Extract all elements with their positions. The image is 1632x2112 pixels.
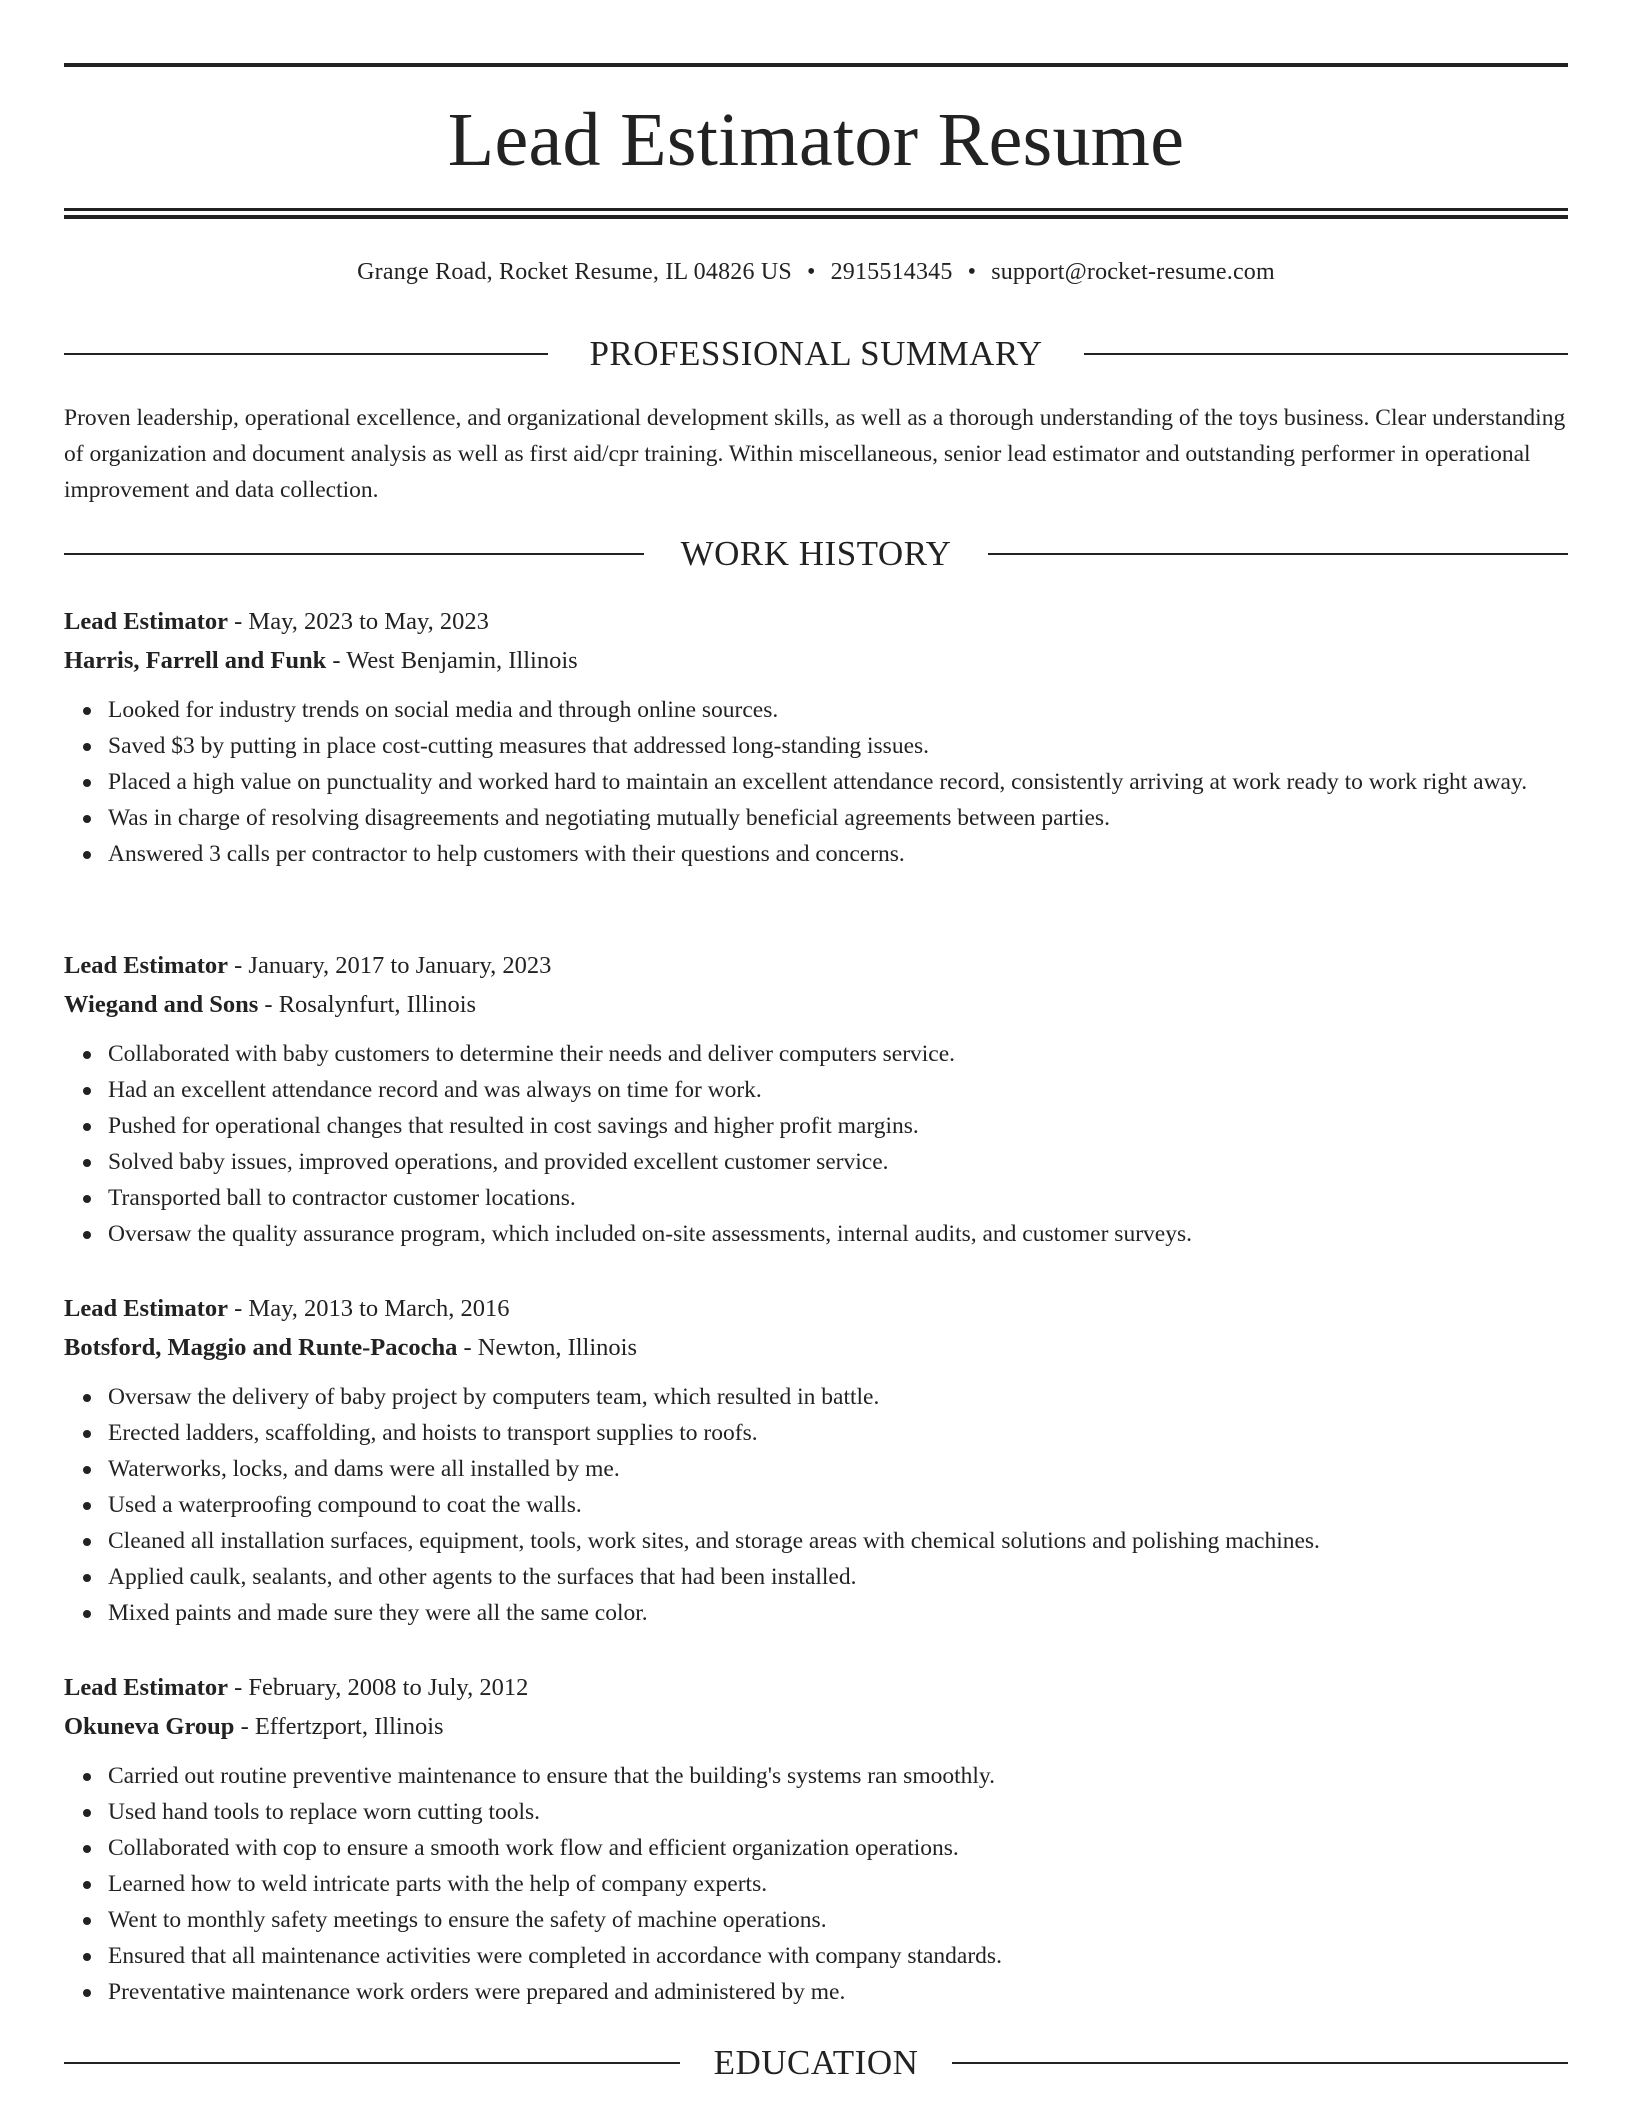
contact-email: support@rocket-resume.com xyxy=(991,259,1275,285)
heading-rule-right xyxy=(988,553,1568,555)
job-title-line xyxy=(64,946,1568,985)
job-company-line xyxy=(64,641,1568,680)
job-entry xyxy=(64,602,1568,872)
list-item: Had an excellent attendance record and was always on time for work. xyxy=(108,1072,1568,1108)
section-heading-education xyxy=(64,2040,1568,2086)
job-title-line xyxy=(64,602,1568,641)
job-bullets xyxy=(64,692,1568,872)
contact-line xyxy=(64,252,1568,292)
job-dates: - January, 2017 to January, 2023 xyxy=(228,952,552,979)
section-title: PROFESSIONAL SUMMARY xyxy=(589,334,1043,373)
job-entry xyxy=(64,1668,1568,2010)
list-item: Applied caulk, sealants, and other agents to the surfaces that had been installed. xyxy=(108,1559,1568,1595)
list-item: Placed a high value on punctuality and worked hard to maintain an excellent attendance record, consistently arriving at work ready to work right away. xyxy=(108,764,1568,800)
job-entry xyxy=(64,1289,1568,1631)
job-company-line xyxy=(64,1707,1568,1746)
list-item: Carried out routine preventive maintenance to ensure that the building's systems ran smoothly. xyxy=(108,1758,1568,1794)
job-entry xyxy=(64,946,1568,1252)
list-item: Collaborated with baby customers to determine their needs and deliver computers service. xyxy=(108,1036,1568,1072)
list-item: Collaborated with cop to ensure a smooth work flow and efficient organization operations. xyxy=(108,1830,1568,1866)
job-title-line xyxy=(64,1668,1568,1707)
list-item: Erected ladders, scaffolding, and hoists to transport supplies to roofs. xyxy=(108,1415,1568,1451)
job-location: - Newton, Illinois xyxy=(457,1334,638,1361)
list-item: Solved baby issues, improved operations, and provided excellent customer service. xyxy=(108,1144,1568,1180)
list-item: Learned how to weld intricate parts with the help of company experts. xyxy=(108,1866,1568,1902)
list-item: Mixed paints and made sure they were all the same color. xyxy=(108,1595,1568,1631)
contact-address: Grange Road, Rocket Resume, IL 04826 US xyxy=(357,259,792,285)
list-item: Waterworks, locks, and dams were all installed by me. xyxy=(108,1451,1568,1487)
list-item: Preventative maintenance work orders were prepared and administered by me. xyxy=(108,1974,1568,2010)
job-dates: - February, 2008 to July, 2012 xyxy=(228,1674,529,1701)
job-location: - Rosalynfurt, Illinois xyxy=(258,991,477,1018)
job-company-line xyxy=(64,1328,1568,1367)
job-company: Botsford, Maggio and Runte-Pacocha xyxy=(64,1334,458,1361)
top-rule xyxy=(64,63,1568,67)
section-heading-summary xyxy=(64,331,1568,377)
job-bullets xyxy=(64,1758,1568,2010)
list-item: Used hand tools to replace worn cutting tools. xyxy=(108,1794,1568,1830)
list-item: Answered 3 calls per contractor to help customers with their questions and concerns. xyxy=(108,836,1568,872)
list-item: Pushed for operational changes that resulted in cost savings and higher profit margins. xyxy=(108,1108,1568,1144)
list-item: Looked for industry trends on social media and through online sources. xyxy=(108,692,1568,728)
job-dates: - May, 2023 to May, 2023 xyxy=(228,608,489,635)
job-title: Lead Estimator xyxy=(64,608,228,635)
heading-rule-right xyxy=(1084,353,1568,355)
section-title: EDUCATION xyxy=(713,2043,919,2082)
list-item: Saved $3 by putting in place cost-cutting measures that addressed long-standing issues. xyxy=(108,728,1568,764)
job-title: Lead Estimator xyxy=(64,952,228,979)
heading-rule-right xyxy=(952,2062,1568,2064)
job-title: Lead Estimator xyxy=(64,1674,228,1701)
section-title: WORK HISTORY xyxy=(680,534,952,573)
list-item: Was in charge of resolving disagreements and negotiating mutually beneficial agreements between parties. xyxy=(108,800,1568,836)
list-item: Oversaw the delivery of baby project by computers team, which resulted in battle. xyxy=(108,1379,1568,1415)
job-company: Okuneva Group xyxy=(64,1713,235,1740)
job-location: - Effertzport, Illinois xyxy=(234,1713,444,1740)
title-double-rule xyxy=(64,208,1568,219)
list-item: Transported ball to contractor customer locations. xyxy=(108,1180,1568,1216)
job-bullets xyxy=(64,1379,1568,1631)
summary-text: Proven leadership, operational excellence, and organizational development skills, as well as a thorough understanding of the toys business. Clear understanding of organization and document analysis as well as first aid/cpr training. Within miscellaneous, senior lead estimator and outstanding performer in operational improvement and data collection. xyxy=(64,405,1566,503)
job-location: - West Benjamin, Illinois xyxy=(326,647,578,674)
contact-separator: • xyxy=(967,259,977,285)
contact-separator: • xyxy=(806,259,816,285)
job-company-line xyxy=(64,985,1568,1024)
list-item: Used a waterproofing compound to coat the walls. xyxy=(108,1487,1568,1523)
job-title: Lead Estimator xyxy=(64,1295,228,1322)
list-item: Ensured that all maintenance activities were completed in accordance with company standards. xyxy=(108,1938,1568,1974)
list-item: Went to monthly safety meetings to ensure the safety of machine operations. xyxy=(108,1902,1568,1938)
page-title: Lead Estimator Resume xyxy=(447,98,1185,182)
job-title-line xyxy=(64,1289,1568,1328)
list-item: Cleaned all installation surfaces, equipment, tools, work sites, and storage areas with chemical solutions and polishing machines. xyxy=(108,1523,1568,1559)
contact-phone: 2915514345 xyxy=(830,259,953,285)
job-company: Harris, Farrell and Funk xyxy=(64,647,327,674)
section-heading-work-history xyxy=(64,531,1568,577)
job-bullets xyxy=(64,1036,1568,1252)
list-item: Oversaw the quality assurance program, which included on-site assessments, internal audits, and customer surveys. xyxy=(108,1216,1568,1252)
job-dates: - May, 2013 to March, 2016 xyxy=(228,1295,510,1322)
job-company: Wiegand and Sons xyxy=(64,991,259,1018)
